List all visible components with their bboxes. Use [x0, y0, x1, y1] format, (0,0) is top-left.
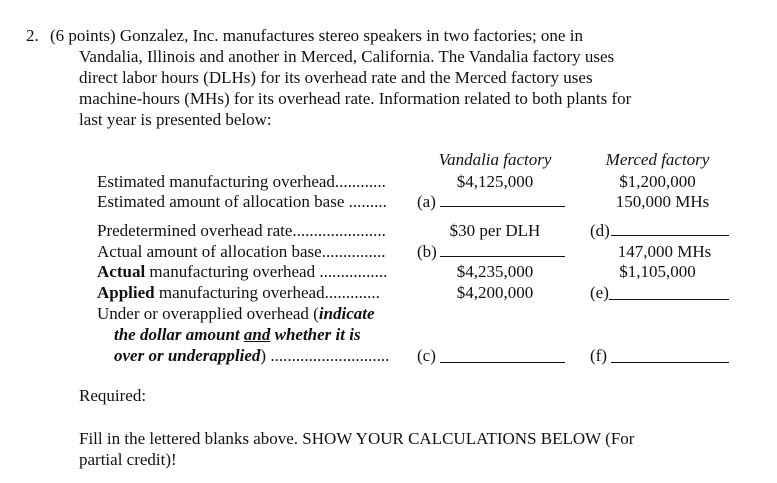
merced-actual-base: 147,000 MHs	[617, 242, 712, 261]
vandalia-rate: $30 per DLH	[449, 221, 541, 240]
vandalia-actual-overhead: $4,235,000	[456, 262, 534, 281]
col-header-vandalia: Vandalia factory	[438, 150, 552, 169]
blank-c-label: (c)	[417, 346, 436, 365]
row-label-actual-overhead: Actual manufacturing overhead ................	[97, 262, 388, 281]
question-line-1: (6 points) Gonzalez, Inc. manufactures stereo speakers in two factories; one in	[50, 26, 583, 45]
question-line-5: last year is presented below:	[79, 110, 272, 129]
vandalia-applied-overhead: $4,200,000	[456, 283, 534, 302]
question-line-3: direct labor hours (DLHs) for its overhead rate and the Merced factory uses	[79, 68, 593, 87]
blank-a-line[interactable]	[440, 206, 565, 207]
blank-f-line[interactable]	[611, 362, 729, 363]
row-label-under-over-3: over or underapplied) ............................	[114, 346, 390, 365]
blank-d-line[interactable]	[611, 235, 729, 236]
blank-e-label: (e)	[590, 283, 609, 302]
blank-b-line[interactable]	[440, 256, 565, 257]
question-line-2: Vandalia, Illinois and another in Merced, California. The Vandalia factory uses	[79, 47, 615, 66]
merced-est-base: 150,000 MHs	[615, 192, 710, 211]
required-line-1: Fill in the lettered blanks above. SHOW YOUR CALCULATIONS BELOW (For	[79, 429, 635, 448]
blank-e-line[interactable]	[609, 299, 729, 300]
blank-f-label: (f)	[590, 346, 607, 365]
merced-est-overhead: $1,200,000	[619, 172, 696, 191]
question-line-4: machine-hours (MHs) for its overhead rate. Information related to both plants for	[79, 89, 632, 108]
vandalia-est-overhead: $4,125,000	[456, 172, 534, 191]
required-heading: Required:	[79, 386, 147, 405]
row-label-rate: Predetermined overhead rate......................	[97, 221, 386, 240]
row-label-under-over-2: the dollar amount and whether it is	[114, 325, 361, 344]
blank-b-label: (b)	[417, 242, 437, 261]
required-line-2: partial credit)!	[79, 450, 177, 469]
blank-d-label: (d)	[590, 221, 610, 240]
blank-a-label: (a)	[417, 192, 436, 211]
row-label-applied-overhead: Applied manufacturing overhead.............	[97, 283, 380, 302]
row-label-est-overhead: Estimated manufacturing overhead............	[97, 172, 386, 191]
row-label-actual-base: Actual amount of allocation base...............	[97, 242, 386, 261]
merced-actual-overhead: $1,105,000	[619, 262, 696, 281]
row-label-under-over-1: Under or overapplied overhead (indicate	[97, 304, 375, 323]
row-label-est-base: Estimated amount of allocation base .........	[97, 192, 387, 211]
question-number: 2.	[26, 26, 39, 45]
blank-c-line[interactable]	[440, 362, 565, 363]
col-header-merced: Merced factory	[605, 150, 710, 169]
